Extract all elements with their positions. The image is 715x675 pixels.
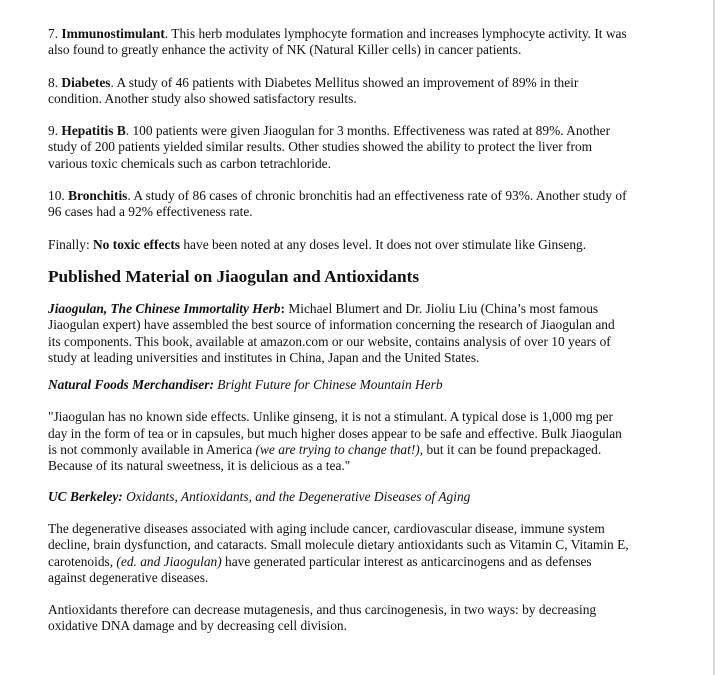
ucb-para1-a: The degenerative diseases associated with aging include cancer, cardiovascular disease, immune system decline, brain dysfunction, and cataracts. Small molecule dietary antioxidants such as Vitamin C, Vitamin E, carotenoids,: [48, 520, 629, 569]
item-title: Hepatitis B: [61, 123, 126, 139]
ucb-paragraph-1: [48, 521, 629, 586]
ucb-article: Oxidants, Antioxidants, and the Degenerative Diseases of Aging: [122, 488, 471, 504]
item-text: . A study of 46 patients with Diabetes Mellitus showed an improvement of 89% in their condition. Another study also showed satisfactory results.: [48, 74, 579, 106]
nfm-source-line: [48, 377, 629, 393]
item-number: 8.: [48, 74, 59, 90]
nfm-article: Bright Future for Chinese Mountain Herb: [213, 377, 443, 393]
ucb-source: UC Berkeley:: [48, 488, 123, 504]
item-immunostimulant: [48, 26, 629, 59]
nfm-quote: [48, 409, 629, 474]
item-number: 9.: [48, 123, 59, 139]
book-paragraph: [48, 301, 629, 366]
ucb-para1-b: have generated particular interest as anticarcinogens and as defenses against degenerative diseases.: [48, 553, 592, 585]
book-title: Jiaogulan, The Chinese Immortality Herb: [48, 300, 281, 316]
item-bronchitis: [48, 188, 629, 221]
item-number: 10.: [48, 188, 65, 204]
item-text: . A study of 86 cases of chronic bronchitis had an effectiveness rate of 93%. Another study of 96 cases had a 92% effectiveness rate.: [48, 188, 627, 220]
item-diabetes: [48, 75, 629, 108]
nfm-quote-italic: (we are trying to change that!): [255, 442, 420, 458]
item-text: . This herb modulates lymphocyte formation and increases lymphocyte activity. It was also found to greatly enhance the activity of NK (Natural Killer cells) in cancer patients.: [48, 26, 627, 58]
book-colon: :: [280, 300, 285, 316]
ucb-para1-italic: (ed. and Jiaogulan): [116, 553, 222, 569]
book-text: Michael Blumert and Dr. Jioliu Liu (China’s most famous Jiaogulan expert) have assembled the best source of information concerning the research of Jiaogulan and its components. This book, available at amazon.com or our website, contains analysis of over 10 years of study at leading universities and institutes in China, Japan and the United States.: [48, 300, 615, 365]
finally-lead: Finally:: [48, 236, 94, 252]
item-title: Diabetes: [61, 74, 111, 90]
nfm-source: Natural Foods Merchandiser:: [48, 377, 214, 393]
finally-paragraph: [48, 237, 629, 253]
item-hepatitis-b: [48, 123, 629, 172]
ucb-source-line: [48, 489, 629, 505]
finally-rest: have been noted at any doses level. It does not over stimulate like Ginseng.: [180, 236, 587, 252]
item-text: . 100 patients were given Jiaogulan for 3 months. Effectiveness was rated at 89%. Another study of 200 patients yielded similar results. Other studies showed the ability to protect the liver from various toxic chemicals such as carbon tetrachloride.: [48, 123, 611, 171]
nfm-quote-b: , but it can be found prepackaged. Because of its natural sweetness, it is delicious as a tea.": [48, 442, 602, 474]
item-title: Bronchitis: [68, 188, 128, 204]
item-number: 7.: [48, 26, 59, 41]
ucb-paragraph-2: Antioxidants therefore can decrease mutagenesis, and thus carcinogenesis, in two ways: by decreasing oxidative DNA damage and by decreasing cell division.: [48, 602, 597, 634]
finally-bold: No toxic effects: [93, 236, 181, 252]
section-heading: Published Material on Jiaogulan and Antioxidants: [48, 266, 420, 286]
nfm-quote-a: "Jiaogulan has no known side effects. Unlike ginseng, it is not a stimulant. A typical dose is 1,000 mg per day in the form of tea or in capsules, but much higher doses appear to be safe and effective. Bulk Jiaogulan is not commonly available in America: [48, 409, 622, 458]
item-title: Immunostimulant: [61, 26, 165, 41]
